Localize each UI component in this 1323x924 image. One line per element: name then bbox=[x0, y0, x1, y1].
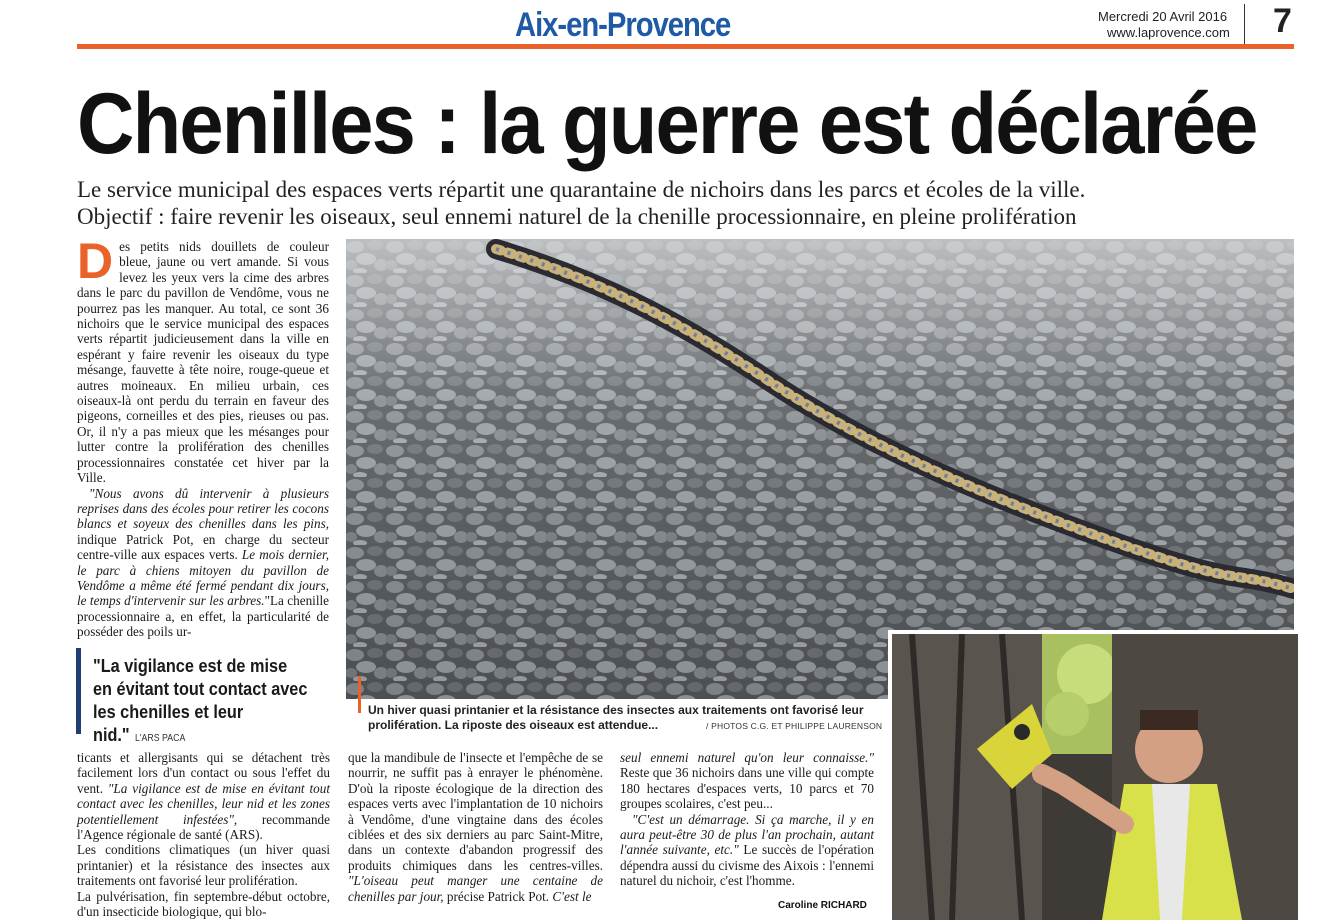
issue-date: Mercredi 20 Avril 2016 bbox=[1098, 9, 1228, 24]
body-text: Reste que 36 nichoirs dans une ville qui compte 180 hectares d'espaces verts, 10 parcs et 70 groupes scolaires, c'est peu... bbox=[620, 765, 874, 812]
body-paragraph: La pulvérisation, fin septembre-début octobre, d'un insecticide biologique, qui blo- bbox=[77, 888, 330, 920]
header-divider bbox=[1244, 4, 1245, 46]
column-3 bbox=[620, 750, 874, 889]
attribution-text: précise Patrick Pot. bbox=[443, 888, 553, 904]
column-1-lower bbox=[77, 750, 330, 919]
pull-quote-source: L'ARS PACA bbox=[134, 733, 186, 744]
body-text: Le succès de l'opération dépendra aussi du civisme des Aixois : l'ennemi naturel du nichoir, c'est l'homme. bbox=[620, 842, 874, 889]
body-text: recommande l'Agence régionale de santé (ARS). bbox=[77, 811, 330, 843]
column-1-upper bbox=[77, 233, 330, 640]
deck-line-2: Objectif : faire revenir les oiseaux, seul ennemi naturel de la chenille processionnaire, en pleine prolifération bbox=[77, 204, 1077, 229]
pull-quote-text: "La vigilance est de mise en évitant tout contact avec les chenilles et leur nid." bbox=[93, 655, 308, 745]
pull-quote-bar bbox=[76, 648, 81, 734]
quote-patrick-pot-4: C'est le bbox=[552, 888, 592, 904]
header-rule bbox=[77, 44, 1294, 49]
deck-line-1: Le service municipal des espaces verts répartit une quarantaine de nichoirs dans les parcs et écoles de la ville. bbox=[77, 177, 1086, 202]
caption-marker bbox=[358, 676, 361, 713]
birdhouse-photo bbox=[888, 630, 1298, 920]
body-text: ticants et allergisants qui se détachent très facilement lors d'un contact ou sous l'effet du vent. bbox=[77, 750, 330, 796]
quote-patrick-pot-6: "C'est un démarrage. Si ça marche, il y en aura peut-être 30 de plus l'an prochain, autant l'année suivante, etc." bbox=[620, 811, 874, 858]
body-intro: es petits nids douillets de couleur bleue, jaune ou vert amande. Si vous levez les yeux vers la cime des arbres dans le parc du pavillon de Vendôme, vous ne pourrez pas les manquer. Au total, ce sont 36 nichoirs que le service municipal des espaces verts répartit judicieusement dans la ville en espérant y faire revenir les oiseaux du type mésange, fauvette à tête noire, rouge-queue et autres moineaux. En milieu urbain, ces oiseaux-là ont perdu du terrain en faveur des pigeons, corneilles et des pies, rieuses ou pas. Or, il n'y a pas mieux que les mésanges pour lutter contre la prolifération des chenilles processionnaires constatée cet hiver par la Ville. bbox=[77, 239, 329, 486]
column-2 bbox=[348, 750, 603, 904]
section-title: Aix-en-Provence bbox=[515, 6, 731, 44]
photo-caption: Un hiver quasi printanier et la résistance des insectes aux traitements ont favorisé leur prolifération. La riposte des oiseaux est attendue... bbox=[368, 703, 864, 732]
byline: Caroline RICHARD bbox=[778, 900, 867, 911]
pull-quote bbox=[93, 654, 309, 750]
page-number: 7 bbox=[1273, 2, 1292, 40]
drop-cap: D bbox=[77, 233, 114, 289]
website-url[interactable]: www.laprovence.com bbox=[1107, 25, 1230, 40]
body-paragraph: Les conditions climatiques (un hiver quasi printanier) et la résistance des insectes aux traitements ont favorisé leur prolifération. bbox=[77, 842, 330, 889]
quote-patrick-pot-1: "Nous avons dû intervenir à plusieurs reprises dans des écoles pour retirer les cocons blancs et soyeux des chenilles dans les pins, bbox=[77, 485, 329, 532]
attribution-text: indique Patrick Pot, en charge du secteur centre-ville aux espaces verts. bbox=[77, 531, 329, 563]
quote-patrick-pot-3: "L'oiseau peut manger une centaine de chenilles par jour, bbox=[348, 873, 603, 904]
quote-patrick-pot-5: seul ennemi naturel qu'on leur connaisse." bbox=[620, 750, 874, 765]
photo-credit: / PHOTOS C.G. ET PHILIPPE LAURENSON bbox=[706, 721, 883, 731]
quote-ars: "La vigilance est de mise en évitant tout contact avec les chenilles, leur nid et les zones potentiellement infestées", bbox=[77, 780, 330, 827]
body-text-continued: "La chenille processionnaire a, en effet, la particularité de posséder des poils ur- bbox=[77, 593, 330, 640]
body-text: que la mandibule de l'insecte et l'empêche de se nourrir, ne suffit pas à enrayer le phénomène. D'où la riposte écologique de la direction des espaces verts avec l'implantation de 10 nichoirs à Vendôme, d'une vingtaine dans des écoles ciblées et des six derniers au parc Saint-Mitre, dans un contexte d'abandon progressif des produits chimiques dans les centres-villes. bbox=[348, 750, 603, 873]
quote-patrick-pot-2: Le mois dernier, le parc à chiens mitoyen du pavillon de Vendôme a même été fermé pendant dix jours, le temps d'intervenir sur les arbres. bbox=[77, 547, 329, 609]
headline: Chenilles : la guerre est déclarée bbox=[77, 76, 1257, 172]
